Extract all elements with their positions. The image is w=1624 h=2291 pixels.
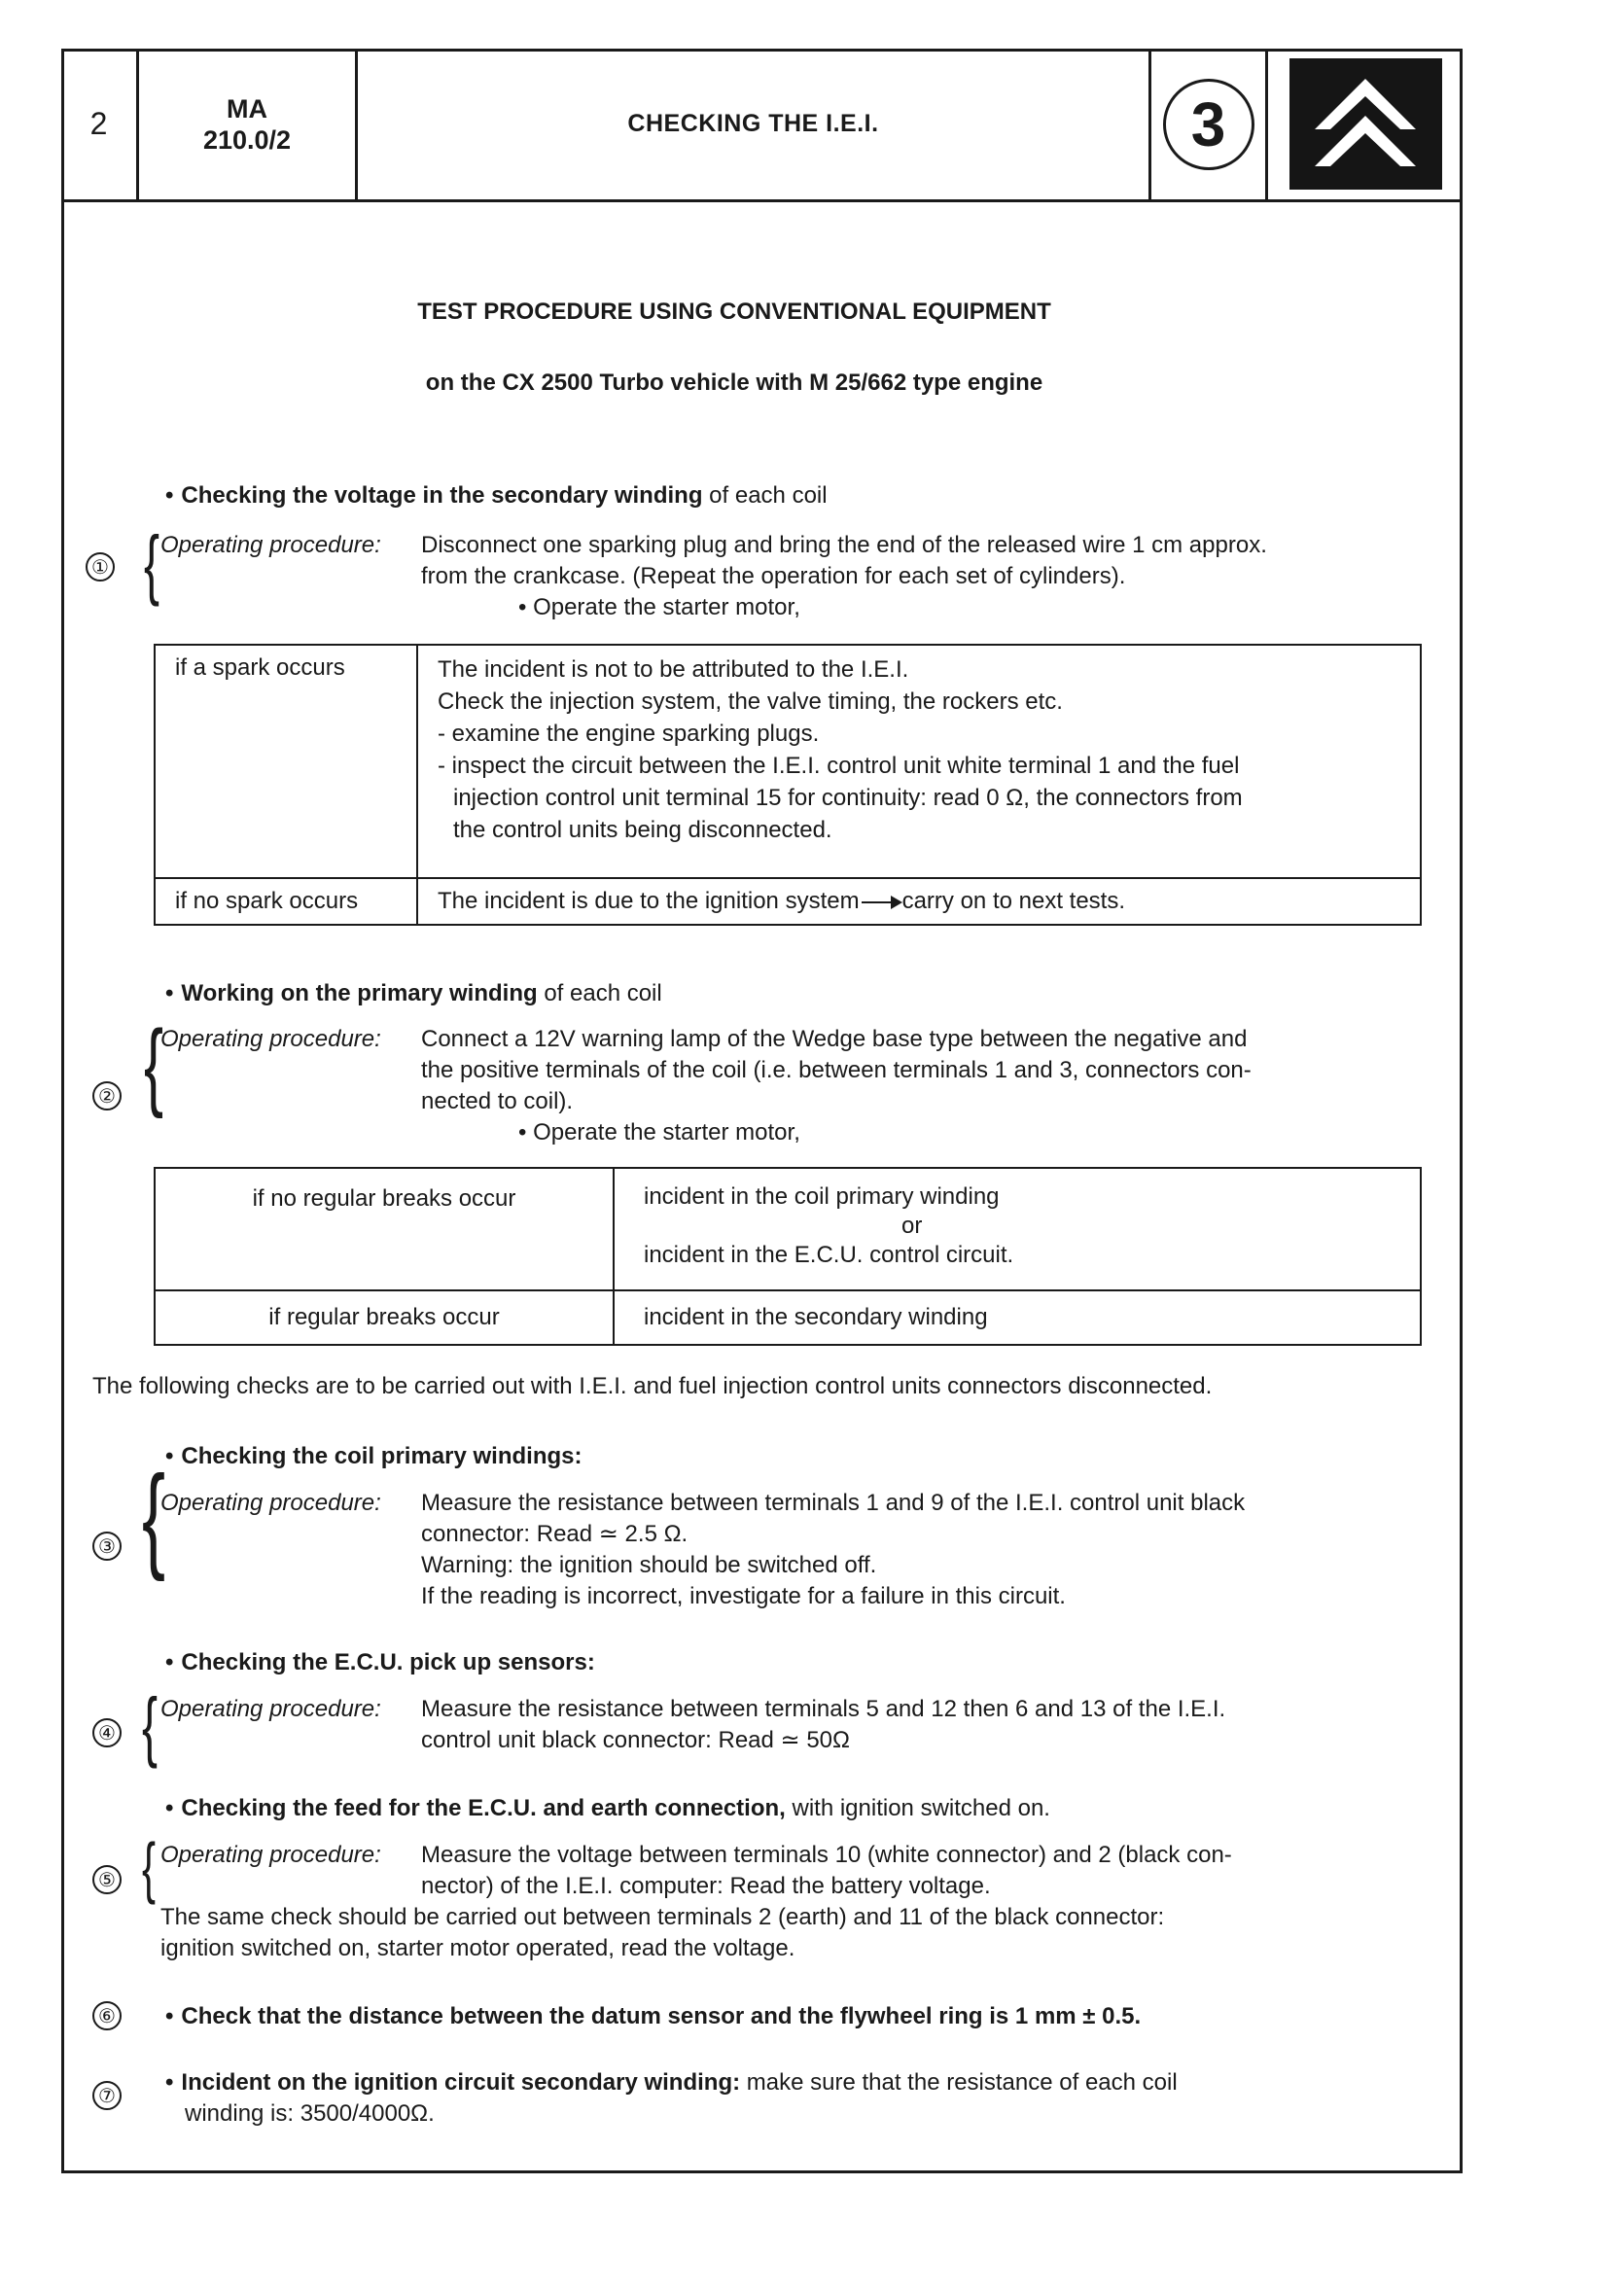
- step-number-2: ②: [92, 1081, 122, 1110]
- section-2-procedure: [160, 1024, 1252, 1148]
- section-2-heading-rest: of each coil: [544, 980, 662, 1006]
- step-number-1: ①: [86, 552, 115, 582]
- reference-line-2: 210.0/2: [202, 124, 292, 155]
- procedure-text-line: nected to coil).: [421, 1088, 574, 1114]
- procedure-text-line: Disconnect one sparking plug and bring the end of the released wire 1 cm approx.: [421, 532, 1267, 558]
- brace-4: {: [142, 1682, 159, 1769]
- procedure-text-line: Connect a 12V warning lamp of the Wedge base type between the negative and: [421, 1026, 1248, 1052]
- procedure-text-line: The same check should be carried out between terminals 2 (earth) and 11 of the black connector:: [160, 1904, 1165, 1930]
- table-cell-line: incident in the coil primary winding: [644, 1183, 1000, 1210]
- procedure-text-line: Measure the voltage between terminals 10 (white connector) and 2 (black con-: [421, 1842, 1232, 1868]
- section-5-procedure: [160, 1840, 1232, 1964]
- procedure-text-line: control unit black connector: Read ≃ 50Ω: [421, 1727, 850, 1753]
- table-cell: if no spark occurs: [155, 878, 417, 925]
- section-6-text: • Check that the distance between the datum sensor and the flywheel ring is 1 mm ± 0.5.: [165, 2003, 1142, 2029]
- section-4-heading-bold: Checking the E.C.U. pick up sensors:: [181, 1649, 595, 1675]
- step-number-5: ⑤: [92, 1865, 122, 1894]
- section-3-heading-bold: Checking the coil primary windings:: [181, 1443, 583, 1469]
- table-row: [155, 878, 1421, 925]
- section-number: 3: [1163, 79, 1254, 170]
- step-number-7: ⑦: [92, 2081, 122, 2110]
- section-3-procedure: [160, 1488, 1246, 1612]
- procedure-label: Operating procedure:: [160, 1842, 381, 1868]
- section-number-cell: [1151, 49, 1268, 199]
- table-cell: [417, 878, 1421, 925]
- section-1-heading-rest: of each coil: [709, 482, 828, 509]
- procedure-text-line: nector) of the I.E.I. computer: Read the battery voltage.: [421, 1873, 991, 1899]
- table-cell-text: carry on to next tests.: [901, 888, 1126, 914]
- note-text: The following checks are to be carried out with I.E.I. and fuel injection control units connectors disconnected.: [92, 1373, 1213, 1399]
- section-7-heading-bold: Incident on the ignition circuit secondary winding:: [181, 2069, 741, 2096]
- brace-3: {: [142, 1452, 166, 1582]
- logo-cell: [1268, 49, 1463, 199]
- double-chevron-icon: [1289, 58, 1442, 190]
- section-4-procedure: [160, 1694, 1226, 1756]
- table-row: [155, 645, 1421, 878]
- table-cell-line: incident in the E.C.U. control circuit.: [644, 1242, 1014, 1268]
- table-row: [155, 1168, 1421, 1290]
- reference-line-1: MA: [227, 93, 267, 123]
- table-cell: if no regular breaks occur: [155, 1168, 614, 1290]
- table-cell-text: The incident is due to the ignition system: [438, 888, 860, 914]
- section-5-heading-bold: Checking the feed for the E.C.U. and earth connection,: [181, 1795, 786, 1821]
- table-cell: [614, 1168, 1421, 1290]
- main-title: TEST PROCEDURE USING CONVENTIONAL EQUIPMENT: [417, 299, 1051, 325]
- procedure-text-line: ignition switched on, starter motor operated, read the voltage.: [160, 1935, 795, 1961]
- section-4-heading: • Checking the E.C.U. pick up sensors:: [165, 1649, 595, 1675]
- section-7-heading-rest: make sure that the resistance of each coil: [746, 2069, 1178, 2096]
- table-cell: if regular breaks occur: [155, 1290, 614, 1345]
- procedure-label: Operating procedure:: [160, 532, 381, 558]
- table-cell-line: the control units being disconnected.: [453, 817, 832, 843]
- table-cell-line: Check the injection system, the valve timing, the rockers etc.: [438, 688, 1063, 715]
- table-cell: [417, 645, 1421, 878]
- section-1-procedure: [160, 530, 1267, 623]
- table-cell-line: or: [901, 1213, 923, 1239]
- section-5-heading: • Checking the feed for the E.C.U. and earth connection, with ignition switched on.: [165, 1795, 1050, 1821]
- section-2-heading: • Working on the primary winding of each coil: [165, 980, 662, 1006]
- procedure-text-line: Warning: the ignition should be switched off.: [421, 1552, 877, 1578]
- procedure-label: Operating procedure:: [160, 1696, 381, 1722]
- procedure-label: Operating procedure:: [160, 1026, 381, 1052]
- page-number: 2: [61, 49, 139, 199]
- step-number-3: ③: [92, 1532, 122, 1561]
- step-number-4: ④: [92, 1718, 122, 1747]
- section-3-heading: • Checking the coil primary windings:: [165, 1443, 583, 1469]
- brace-5: {: [142, 1829, 157, 1905]
- procedure-text-line: If the reading is incorrect, investigate for a failure in this circuit.: [421, 1583, 1066, 1609]
- section-6-bold-text: Check that the distance between the datum sensor and the flywheel ring is 1 mm ± 0.5.: [181, 2003, 1142, 2029]
- table-cell-line: - inspect the circuit between the I.E.I. control unit white terminal 1 and the fuel: [438, 753, 1240, 779]
- procedure-text-line: from the crankcase. (Repeat the operation for each set of cylinders).: [421, 563, 1126, 589]
- table-cell: if a spark occurs: [155, 645, 417, 878]
- brace-1: {: [144, 520, 160, 607]
- procedure-text-line: Measure the resistance between terminals 1 and 9 of the I.E.I. control unit black: [421, 1490, 1246, 1516]
- brace-2: {: [144, 1010, 164, 1119]
- table-cell-line: injection control unit terminal 15 for continuity: read 0 Ω, the connectors from: [453, 785, 1243, 811]
- step-number-6: ⑥: [92, 2001, 122, 2030]
- section-1-table: [154, 644, 1422, 926]
- procedure-text-line: the positive terminals of the coil (i.e. between terminals 1 and 3, connectors con-: [421, 1057, 1252, 1083]
- table-cell: incident in the secondary winding: [614, 1290, 1421, 1345]
- table-row: [155, 1290, 1421, 1345]
- table-cell-line: - examine the engine sparking plugs.: [438, 721, 820, 747]
- section-1-heading-bold: Checking the voltage in the secondary winding: [181, 482, 703, 509]
- section-1-heading: • Checking the voltage in the secondary winding of each coil: [165, 482, 828, 509]
- procedure-text-line: Measure the resistance between terminals 5 and 12 then 6 and 13 of the I.E.I.: [421, 1696, 1226, 1722]
- document-reference: [139, 49, 358, 199]
- procedure-label: Operating procedure:: [160, 1490, 381, 1516]
- procedure-text-line: • Operate the starter motor,: [518, 1119, 800, 1146]
- right-arrow-icon: [862, 901, 900, 903]
- header-title: CHECKING THE I.E.I.: [358, 49, 1151, 199]
- table-cell-line: The incident is not to be attributed to the I.E.I.: [438, 656, 909, 683]
- section-7-text: • Incident on the ignition circuit secondary winding: make sure that the resistance of each coil winding is: 3500/4000Ω.: [165, 2067, 1178, 2130]
- section-5-heading-rest: with ignition switched on.: [792, 1795, 1050, 1821]
- procedure-text-line: • Operate the starter motor,: [518, 594, 800, 620]
- procedure-text-line: connector: Read ≃ 2.5 Ω.: [421, 1521, 688, 1547]
- sub-title: on the CX 2500 Turbo vehicle with M 25/662 type engine: [425, 370, 1043, 396]
- section-2-heading-bold: Working on the primary winding: [181, 980, 538, 1006]
- section-2-table: [154, 1167, 1422, 1346]
- section-7-line-2: winding is: 3500/4000Ω.: [185, 2100, 435, 2127]
- page-header: [61, 49, 1463, 202]
